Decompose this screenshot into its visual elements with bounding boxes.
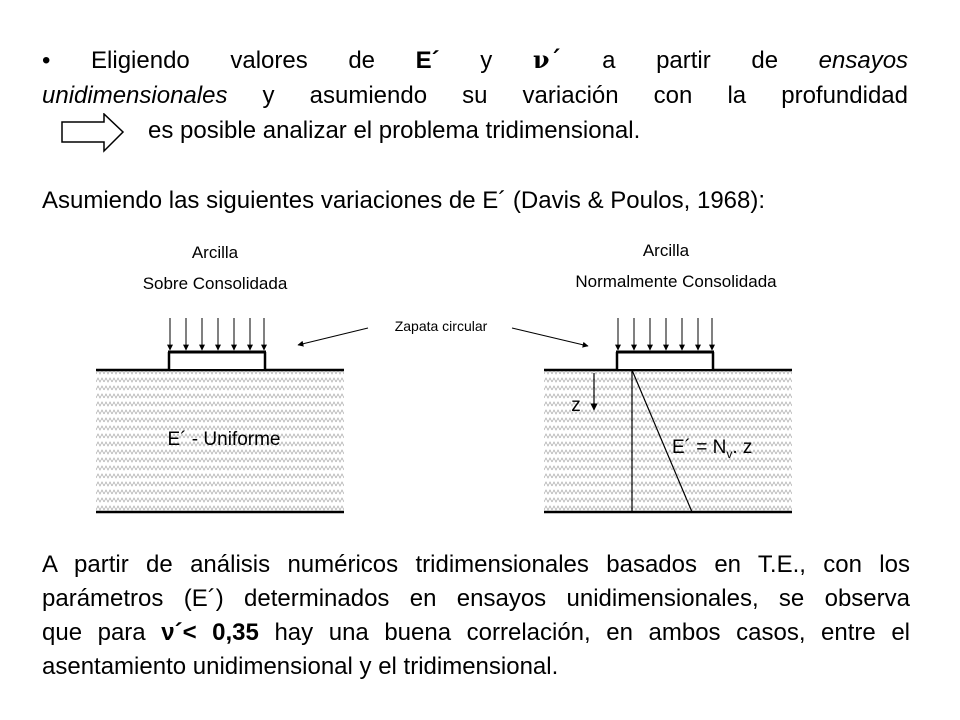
footing-leader-left [298,328,368,345]
conclusion-line-3: que para ν´< 0,35 hay una buena correlación, en ambos casos, entre el [42,619,911,646]
conclusion-paragraph [42,548,910,684]
depth-label: z [571,395,581,416]
footing-label: Zapata circular [394,318,488,334]
left-title-line-2: Sobre Consolidada [142,274,288,293]
right-title-line-1: Arcilla [642,241,690,260]
right-load-arrows [618,318,712,350]
conclusion-line-4: asentamiento unidimensional y el tridimensional. [42,653,559,680]
bullet-line-2: unidimensionales y asumiendo su variación con la profundidad [42,82,908,109]
right-title-line-2: Normalmente Consolidada [575,272,777,291]
intro-sentence: Asumiendo las siguientes variaciones de E´ (Davis & Poulos, 1968): [42,187,766,214]
right-modulus-label: E´ = $N_v$. z [672,437,753,461]
left-title-line-1: Arcilla [191,243,239,262]
nu-prime: ν´ [532,45,562,74]
bullet-marker: • [42,47,51,74]
left-modulus-label: E´ - Uniforme [167,429,281,450]
e-prime: E´ [415,47,440,74]
right-soil-block [544,370,792,512]
left-load-arrows [170,318,264,350]
conclusion-line-1: A partir de análisis numéricos tridimensionales basados en T.E., con los [42,551,910,578]
left-footing [168,352,266,369]
conclusion-line-2: parámetros (E´) determinados en ensayos unidimensionales, se observa [42,585,910,612]
bullet-line-1: • Eligiendo valores de E´ y ν´ a partir de ensayos [42,45,909,74]
poisson-condition: ν´< 0,35 [161,619,259,646]
footing-leader-right [512,328,588,346]
bullet-line-3: es posible analizar el problema tridimensional. [148,117,641,144]
right-footing [616,352,714,369]
